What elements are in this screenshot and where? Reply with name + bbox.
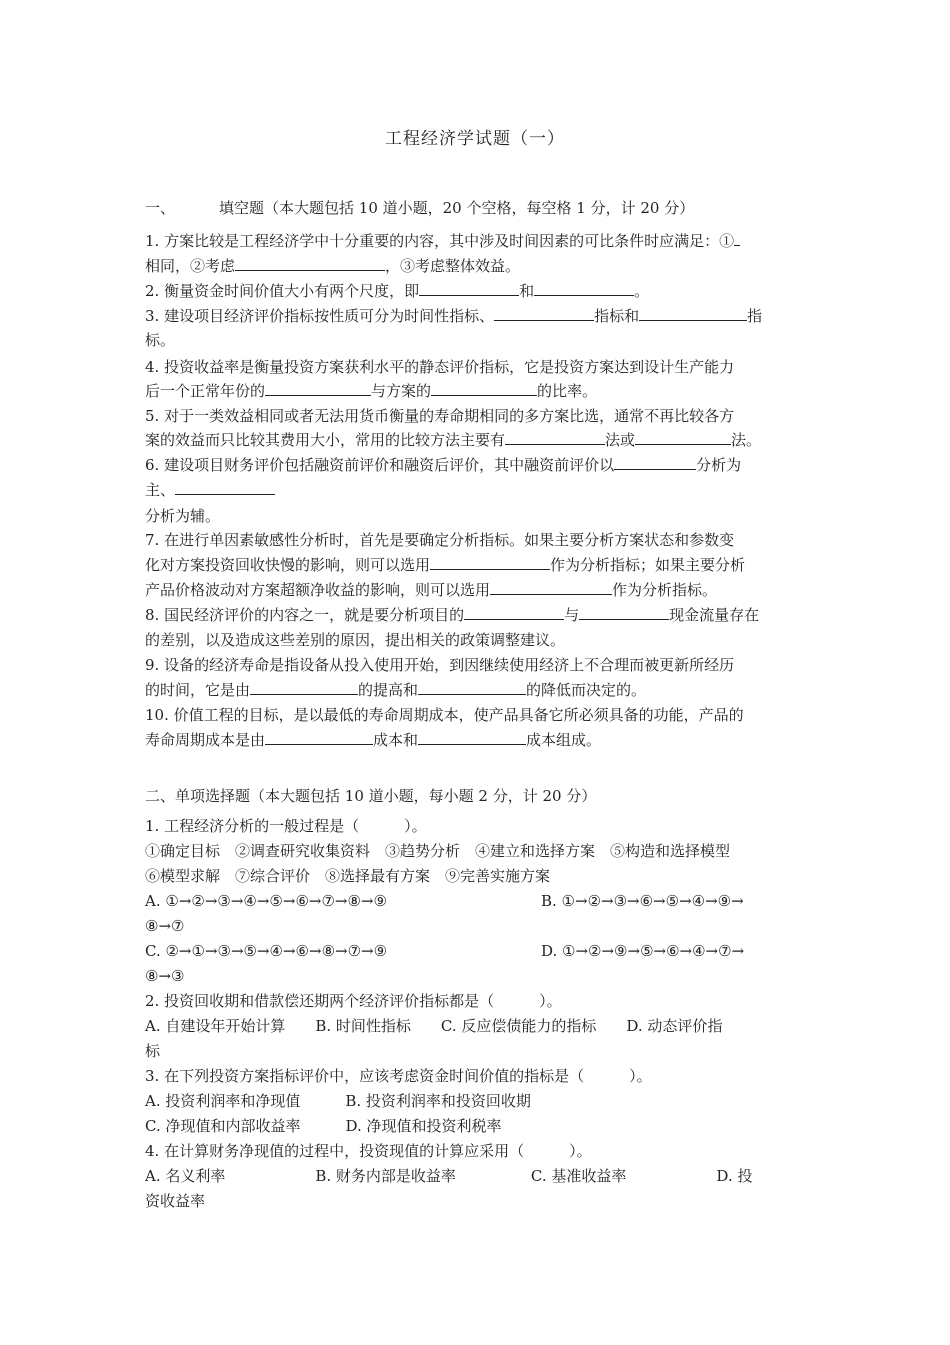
blank[interactable]	[464, 605, 564, 620]
mc3-options-2[interactable]: C. 净现值和内部收益率 D. 净现值和投资利税率	[145, 1117, 502, 1135]
mc1-items-1: ①确定目标 ②调查研究收集资料 ③趋势分析 ④建立和选择方案 ⑤构造和选择模型	[145, 842, 731, 860]
blank[interactable]	[505, 430, 605, 445]
q2-line: 2. 衡量资金时间价值大小有两个尺度，即 和 。	[145, 282, 650, 300]
blank[interactable]	[418, 730, 526, 745]
mc1-option-d-cont: ⑧→③	[145, 967, 185, 985]
blank[interactable]	[431, 381, 537, 396]
mc1-option-c[interactable]: C. ②→①→③→⑤→④→⑥→⑧→⑦→⑨	[145, 942, 388, 960]
q8-line1: 8. 国民经济评价的内容之一，就是要分析项目的 与 现金流量存在	[145, 606, 760, 624]
mc3-question: 3. 在下列投资方案指标评价中，应该考虑资金时间价值的指标是（ ）。	[145, 1067, 652, 1085]
blank[interactable]	[639, 306, 747, 321]
q7-line3: 产品价格波动对方案超额净收益的影响，则可以选用 作为分析指标。	[145, 581, 718, 599]
mc1-option-b[interactable]: B. ①→②→③→⑥→⑤→④→⑨→	[541, 892, 744, 910]
blank[interactable]	[534, 281, 634, 296]
blank[interactable]	[250, 680, 358, 695]
blank[interactable]	[494, 306, 594, 321]
mc1-items-2: ⑥模型求解 ⑦综合评价 ⑧选择最有方案 ⑨完善实施方案	[145, 867, 551, 885]
mc4-options[interactable]: A. 名义利率 B. 财务内部是收益率 C. 基准收益率 D. 投	[145, 1167, 753, 1185]
mc4-question: 4. 在计算财务净现值的过程中，投资现值的计算应采用（ ）。	[145, 1142, 592, 1160]
mc2-question: 2. 投资回收期和借款偿还期两个经济评价指标都是（ ）。	[145, 992, 562, 1010]
blank[interactable]	[235, 256, 385, 271]
blank[interactable]	[418, 680, 526, 695]
blank[interactable]	[490, 580, 612, 595]
blank[interactable]	[419, 281, 519, 296]
q9-line2: 的时间，它是由 的提高和 的降低而决定的。	[145, 681, 647, 699]
q6-line3: 分析为辅。	[145, 507, 221, 525]
q9-line1: 9. 设备的经济寿命是指设备从投入使用开始，到因继续使用经济上不合理而被更新所经历	[145, 656, 735, 674]
section1-heading-text: 填空题（本大题包括 10 道小题，20 个空格，每空格 1 分，计 20 分）	[219, 199, 695, 217]
mc2-options-cont: 标	[145, 1042, 161, 1060]
q7-line2: 化对方案投资回收快慢的影响，则可以选用 作为分析指标；如果主要分析	[145, 556, 746, 574]
q10-line2: 寿命周期成本是由 成本和 成本组成。	[145, 731, 602, 749]
mc4-options-cont: 资收益率	[145, 1192, 206, 1210]
q7-line1: 7. 在进行单因素敏感性分析时，首先是要确定分析指标。如果主要分析方案状态和参数变	[145, 531, 735, 549]
section2-heading: 二、单项选择题（本大题包括 10 道小题，每小题 2 分，计 20 分）	[145, 787, 597, 805]
q6-line2: 主、	[145, 480, 810, 500]
q3-line2: 标。	[145, 331, 176, 349]
blank[interactable]	[265, 381, 371, 396]
mc1-question: 1. 工程经济分析的一般过程是（ ）。	[145, 817, 427, 835]
blank[interactable]	[579, 605, 669, 620]
q5-line1: 5. 对于一类效益相同或者无法用货币衡量的寿命期相同的多方案比选，通常不再比较各方	[145, 407, 735, 425]
mc3-options-1[interactable]: A. 投资利润率和净现值 B. 投资利润率和投资回收期	[145, 1092, 531, 1110]
section1-heading	[145, 198, 694, 218]
mc1-option-a[interactable]: A. ①→②→③→④→⑤→⑥→⑦→⑧→⑨	[145, 892, 387, 910]
blank[interactable]	[614, 455, 696, 470]
q1-line1: 1. 方案比较是工程经济学中十分重要的内容，其中涉及时间因素的可比条件时应满足：①	[145, 231, 810, 251]
mc1-option-d[interactable]: D. ①→②→⑨→⑤→⑥→④→⑦→	[541, 942, 745, 960]
q10-line1: 10. 价值工程的目标，是以最低的寿命周期成本，使产品具备它所必须具备的功能，产品的	[145, 706, 744, 724]
section1-number: 一、	[145, 199, 176, 217]
mc2-options[interactable]: A. 自建设年开始计算 B. 时间性指标 C. 反应偿债能力的指标 D. 动态评价指	[145, 1017, 723, 1035]
blank[interactable]	[265, 730, 373, 745]
mc1-option-b-cont: ⑧→⑦	[145, 917, 185, 935]
page-title: 工程经济学试题（一）	[385, 129, 565, 149]
blank[interactable]	[635, 430, 731, 445]
q6-line1: 6. 建设项目财务评价包括融资前评价和融资后评价，其中融资前评价以 分析为	[145, 456, 742, 474]
q1-line2: 相同，②考虑 ，③考虑整体效益。	[145, 257, 521, 275]
blank[interactable]	[175, 480, 275, 495]
blank[interactable]	[430, 555, 550, 570]
q5-line2: 案的效益而只比较其费用大小，常用的比较方法主要有 法或 法。	[145, 431, 762, 449]
q3-line1: 3. 建设项目经济评价指标按性质可分为时间性指标、 指标和 指	[145, 307, 763, 325]
q4-line2: 后一个正常年份的 与方案的 的比率。	[145, 382, 598, 400]
q4-line1: 4. 投资收益率是衡量投资方案获利水平的静态评价指标，它是投资方案达到设计生产能力	[145, 358, 735, 376]
q8-line2: 的差别，以及造成这些差别的原因，提出相关的政策调整建议。	[145, 631, 566, 649]
